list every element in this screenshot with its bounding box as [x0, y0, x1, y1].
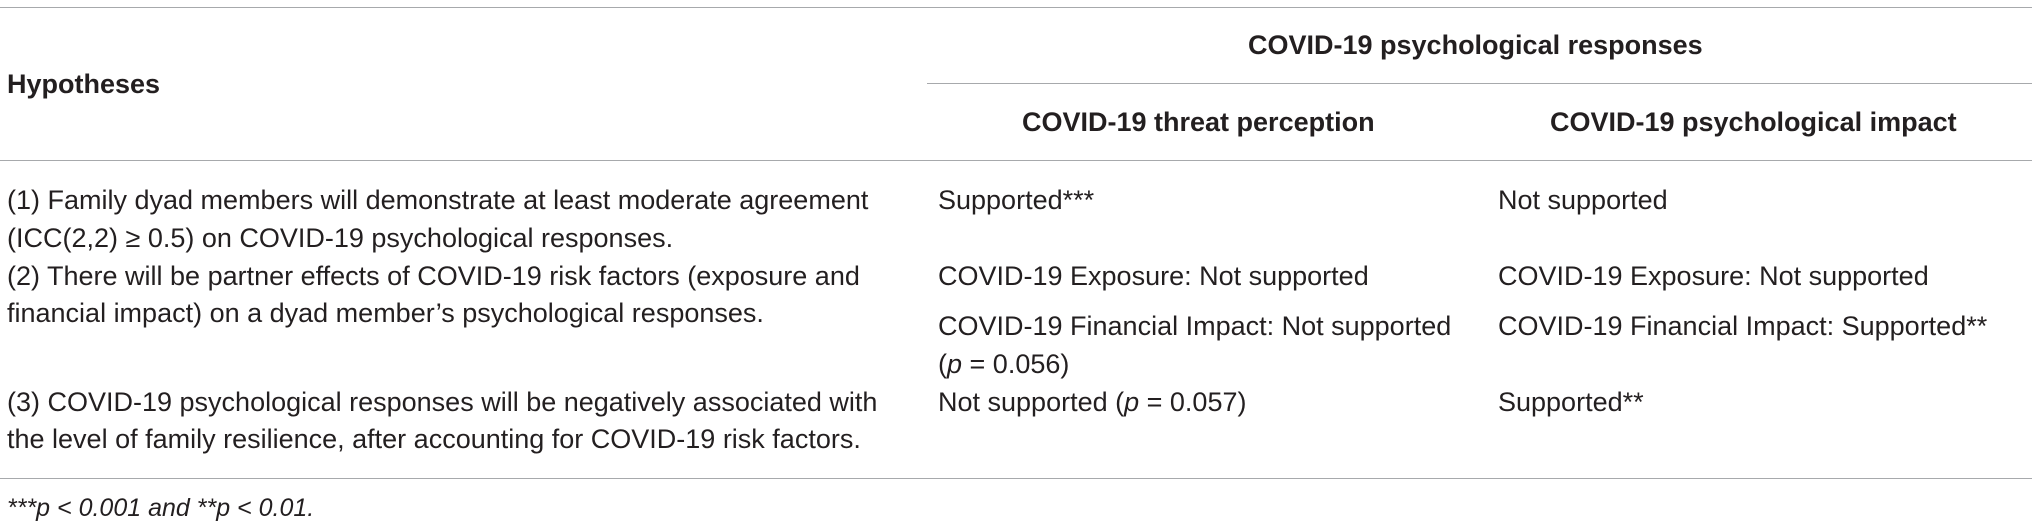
row1-impact: Not supported	[1498, 185, 1668, 215]
row3-threat-pre: Not supported (	[938, 387, 1125, 417]
row2-hypothesis-line2: financial impact) on a dyad member’s psychological responses.	[7, 298, 764, 328]
row3-hypothesis-line2: the level of family resilience, after accounting for COVID-19 risk factors.	[7, 424, 861, 454]
header-group: COVID-19 psychological responses	[1248, 30, 1703, 60]
header-hypotheses: Hypotheses	[7, 69, 161, 99]
row2-threat-financial-p: (p = 0.056)	[938, 349, 1070, 379]
row3-threat-post: = 0.057)	[1139, 387, 1247, 417]
header-psychological-impact: COVID-19 psychological impact	[1550, 107, 1957, 137]
row3-threat	[938, 384, 1246, 421]
row3-impact: Supported**	[1498, 387, 1644, 417]
row2-impact-exposure: COVID-19 Exposure: Not supported	[1498, 261, 1929, 291]
bottom-rule	[0, 478, 2032, 479]
group-rule	[927, 83, 2032, 84]
footnote: ***p < 0.001 and **p < 0.01.	[7, 494, 315, 522]
row3-hypothesis-line1: (3) COVID-19 psychological responses will be negatively associated with	[7, 387, 878, 417]
top-rule	[0, 7, 2032, 8]
p-symbol: p	[947, 349, 963, 379]
row2-threat-financial: COVID-19 Financial Impact: Not supported	[938, 311, 1452, 341]
header-threat-perception: COVID-19 threat perception	[1022, 107, 1375, 137]
row1-threat: Supported***	[938, 185, 1095, 215]
row1-hypothesis-line2: (ICC(2,2) ≥ 0.5) on COVID-19 psychological responses.	[7, 223, 674, 253]
row1-hypothesis-line1: (1) Family dyad members will demonstrate at least moderate agreement	[7, 185, 869, 215]
row2-threat-exposure: COVID-19 Exposure: Not supported	[938, 261, 1369, 291]
row2-impact-financial: COVID-19 Financial Impact: Supported**	[1498, 311, 1988, 341]
header-rule	[0, 160, 2032, 161]
row2-hypothesis-line1: (2) There will be partner effects of COVID-19 risk factors (exposure and	[7, 261, 860, 291]
p-symbol: p	[1124, 387, 1140, 417]
p-value: = 0.056)	[962, 349, 1070, 379]
